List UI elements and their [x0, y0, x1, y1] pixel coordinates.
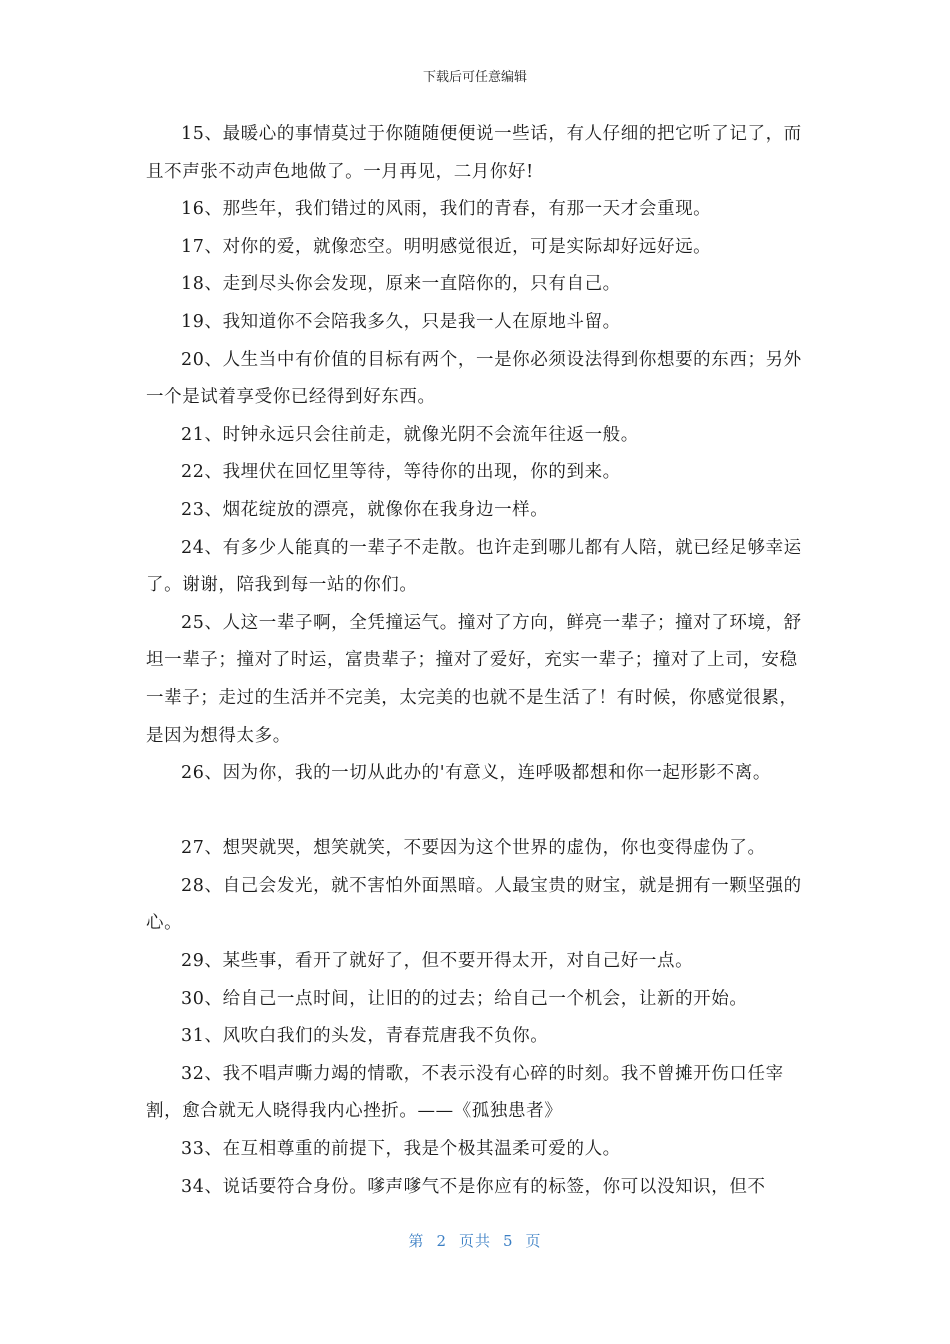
- page-footer: [0, 1230, 950, 1251]
- paragraph-23: 23、烟花绽放的漂亮，就像你在我身边一样。: [181, 499, 549, 520]
- paragraph-15: 15、最暖心的事情莫过于你随随便便说一些话，有人仔细的把它听了记了，而且不声张不动声色地做了。一月再见，二月你好!: [146, 124, 802, 182]
- footer-total-pages: 5: [503, 1232, 514, 1250]
- paragraph-18: 18、走到尽头你会发现，原来一直陪你的，只有自己。: [181, 274, 621, 295]
- paragraph-16: 16、那些年，我们错过的风雨，我们的青春，有那一天才会重现。: [181, 199, 712, 220]
- paragraph-21: 21、时钟永远只会往前走，就像光阴不会流年往返一般。: [181, 424, 639, 445]
- page-header: 下载后可任意编辑: [422, 70, 527, 85]
- paragraph-30: 30、给自己一点时间，让旧的的过去；给自己一个机会，让新的开始。: [181, 988, 748, 1009]
- paragraph-26: 26、因为你，我的一切从此办的'有意义，连呼吸都想和你一起形影不离。: [181, 763, 771, 784]
- paragraph-25: 25、人这一辈子啊，全凭撞运气。撞对了方向，鲜亮一辈子；撞对了环境，舒坦一辈子；撞对了时运，富贵辈子；撞对了爱好，充实一辈子；撞对了上司，安稳一辈子；走过的生活并不完美，太完美的也就不是生活了！有时候，你感觉很累，是因为想得太多。: [146, 612, 802, 746]
- paragraph-22: 22、我埋伏在回忆里等待，等待你的出现，你的到来。: [181, 462, 621, 483]
- footer-page-label: 第: [408, 1232, 425, 1250]
- paragraph-gap: [146, 793, 806, 831]
- paragraph-28: 28、自己会发光，就不害怕外面黑暗。人最宝贵的财宝，就是拥有一颗坚强的心。: [146, 875, 802, 934]
- paragraph-19: 19、我知道你不会陪我多久，只是我一人在原地斗留。: [181, 311, 621, 332]
- document-body: [146, 116, 806, 1206]
- paragraph-20: 20、人生当中有价值的目标有两个，一是你必须设法得到你想要的东西；另外一个是试着享受你已经得到好东西。: [146, 349, 802, 408]
- paragraph-32: 32、我不唱声嘶力竭的情歌，不表示没有心碎的时刻。我不曾摊开伤口任宰割，愈合就无人晓得我内心挫折。——《孤独患者》: [146, 1063, 784, 1122]
- paragraph-33: 33、在互相尊重的前提下，我是个极其温柔可爱的人。: [181, 1139, 621, 1160]
- footer-end-label: 页: [525, 1232, 542, 1250]
- footer-total-label: 页共: [458, 1232, 491, 1250]
- footer-page-number: 2: [436, 1232, 447, 1250]
- paragraph-34: 34、说话要符合身份。嗲声嗲气不是你应有的标签，你可以没知识，但不: [181, 1176, 766, 1197]
- paragraph-17: 17、对你的爱，就像恋空。明明感觉很近，可是实际却好远好远。: [181, 236, 712, 257]
- paragraph-27: 27、想哭就哭，想笑就笑，不要因为这个世界的虚伪，你也变得虚伪了。: [181, 838, 766, 859]
- paragraph-31: 31、风吹白我们的头发，青春荒唐我不负你。: [181, 1026, 549, 1047]
- paragraph-24: 24、有多少人能真的一辈子不走散。也许走到哪儿都有人陪，就已经足够幸运了。谢谢，陪我到每一站的你们。: [146, 537, 802, 596]
- paragraph-29: 29、某些事，看开了就好了，但不要开得太开，对自己好一点。: [181, 951, 694, 972]
